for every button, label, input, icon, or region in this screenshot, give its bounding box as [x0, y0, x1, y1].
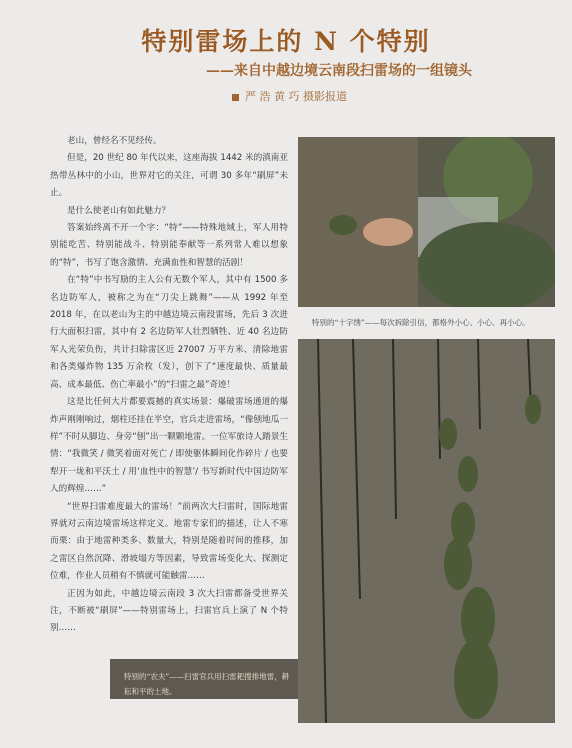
article-body — [50, 133, 288, 638]
photo-deminer-closeup — [298, 137, 555, 307]
photo2-caption: 特别的“农夫”——扫雷官兵用扫雷耙搜排地雷，耕耘和平的土地。 — [124, 672, 290, 696]
photo1-caption: 特别的“十字绣”——每次拆除引信，都格外小心、小心、再小心。 — [312, 318, 530, 327]
photo-deminer-closeup-illustration — [298, 137, 555, 307]
article-subtitle: ——来自中越边境云南段扫雷场的一组镜头 — [206, 63, 472, 79]
article-title: 特别雷场上的 N 个特别 — [141, 27, 431, 56]
paragraph: 这是比任何大片都要震撼的真实场景：爆破雷场通道的爆炸声刚刚响过，烟柱还挂在半空，官兵走进雷场，“像刨地瓜一样”不时从脚边、身旁“刨”出一颗颗地雷。一位军旅诗人踏景生情：“我微笑 / 微笑着面对死亡 / 即使躯体瞬间化作碎片 / 也要犁开一垅和平沃土 / 用‘血性中的智慧’/ 书写新时代中国边防军人的辉煌……” — [50, 397, 288, 495]
paragraph: 老山，曾经名不见经传。 — [67, 136, 162, 146]
byline — [232, 88, 347, 104]
byline-square-icon — [232, 94, 239, 101]
paragraph: 在“特”中书写励的主人公有无数个军人，其中有 1500 多名边防军人，被称之为在“刀尖上跳舞”——从 1992 年至 2018 年，在以老山为主的中越边境云南段雷场，先后 3 次进行大面积扫雷，其中有 2 名边防军人壮烈牺牲、近 40 名边防军人光荣负伤，共计扫除雷区近 27007 万平方米、清除地雷和各类爆炸物 135 万余枚（发），创下了“速度最快、质量最高、成本最低、伤亡率最小”的“扫雷之最”奇迹！ — [50, 275, 288, 390]
paragraph: 答案始终离不开一个字：“特”——特殊地域上，军人用特别能吃苦、特别能战斗、特别能奉献等一系列常人难以想象的“特”，书写了饱含激情、充满血性和智慧的活剧！ — [50, 223, 288, 268]
photo-deminers-slope-illustration — [298, 339, 555, 723]
photo-deminers-slope — [298, 339, 555, 723]
byline-text: 严 浩 黄 巧 摄影报道 — [245, 90, 347, 103]
paragraph: 正因为如此，中越边境云南段 3 次大扫雷都备受世界关注，不断被“刷屏”——特别雷场上，扫雷官兵上演了 N 个特别…… — [50, 588, 288, 634]
paragraph: “世界扫雷难度最大的雷场！”前两次大扫雷时，国际地雷界就对云南边境雷场这样定义。地雷专家们的描述，让人不寒而栗：由于地雷种类多、数量大，特别是随着时间的推移，加之雷区自然沉降、滑坡塌方等因素，导致雷场变化大、探测定位难，作业人员稍有不慎就可能触雷…… — [50, 501, 288, 582]
paragraph: 但是，20 世纪 80 年代以来，这座海拔 1442 米的滇南亚热带丛林中的小山，世界对它的关注，可谓 30 多年“刷屏”未止。 — [50, 153, 288, 199]
paragraph: 是什么使老山有如此魅力？ — [67, 205, 171, 216]
